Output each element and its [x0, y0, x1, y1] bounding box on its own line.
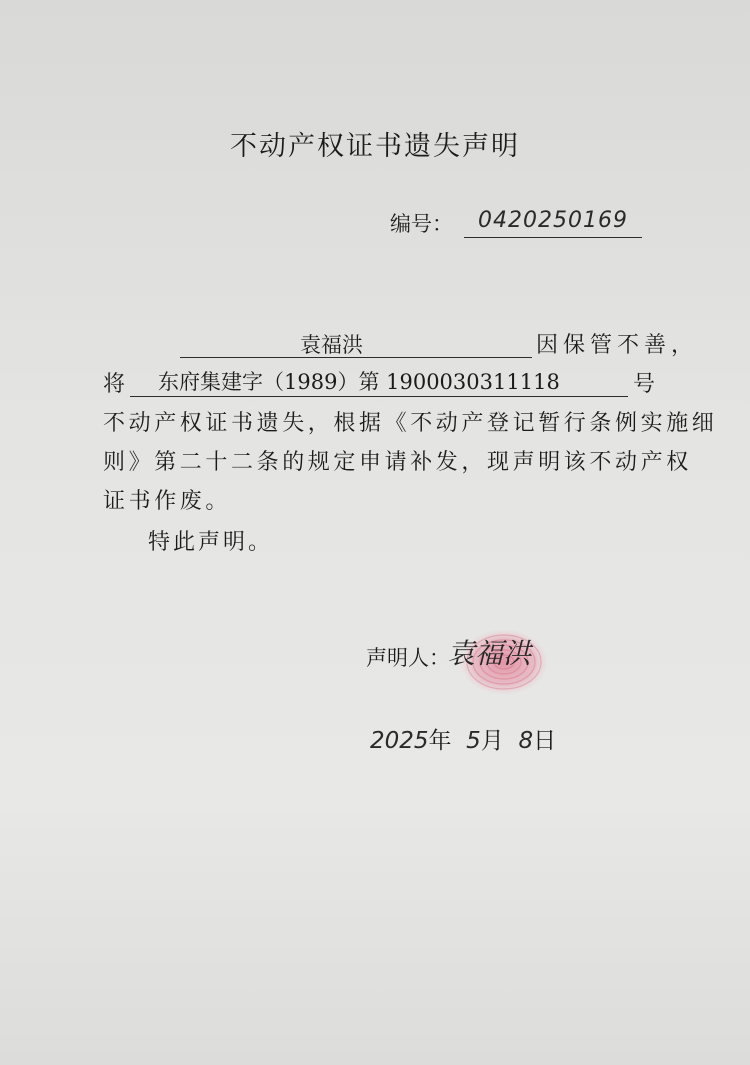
body-line: 证书作废。 [103, 489, 232, 514]
body-line: 则》第二十二条的规定申请补发，现声明该不动产权 [103, 450, 692, 475]
date-year-unit: 年 [428, 728, 452, 754]
signature-label: 声明人： [366, 646, 450, 670]
signature-handwritten: 袁福洪 [447, 637, 532, 670]
declarant-name: 袁福洪 [300, 333, 363, 357]
serial-number: 0420250169 [478, 208, 628, 233]
serial-label: 编号： [390, 212, 453, 236]
name-underline [180, 357, 532, 358]
certificate-number: 东府集建字（1989）第 1900030311118 [158, 370, 560, 394]
closing-text: 特此声明。 [148, 530, 274, 555]
body-line: 不动产权证书遗失，根据《不动产登记暂行条例实施细 [103, 411, 718, 436]
number-suffix: 号 [633, 372, 656, 397]
date-month-unit: 月 [480, 728, 504, 754]
date-month: 5 [466, 728, 481, 754]
reason-text: 因保管不善， [536, 333, 699, 358]
date-day-unit: 日 [533, 728, 557, 754]
date-year: 2025 [370, 728, 429, 754]
prefix-text: 将 [103, 372, 126, 397]
date [370, 730, 556, 753]
page-title: 不动产权证书遗失声明 [230, 131, 520, 162]
cert-underline [130, 396, 628, 397]
serial-underline [464, 237, 642, 238]
date-day: 8 [518, 728, 534, 754]
